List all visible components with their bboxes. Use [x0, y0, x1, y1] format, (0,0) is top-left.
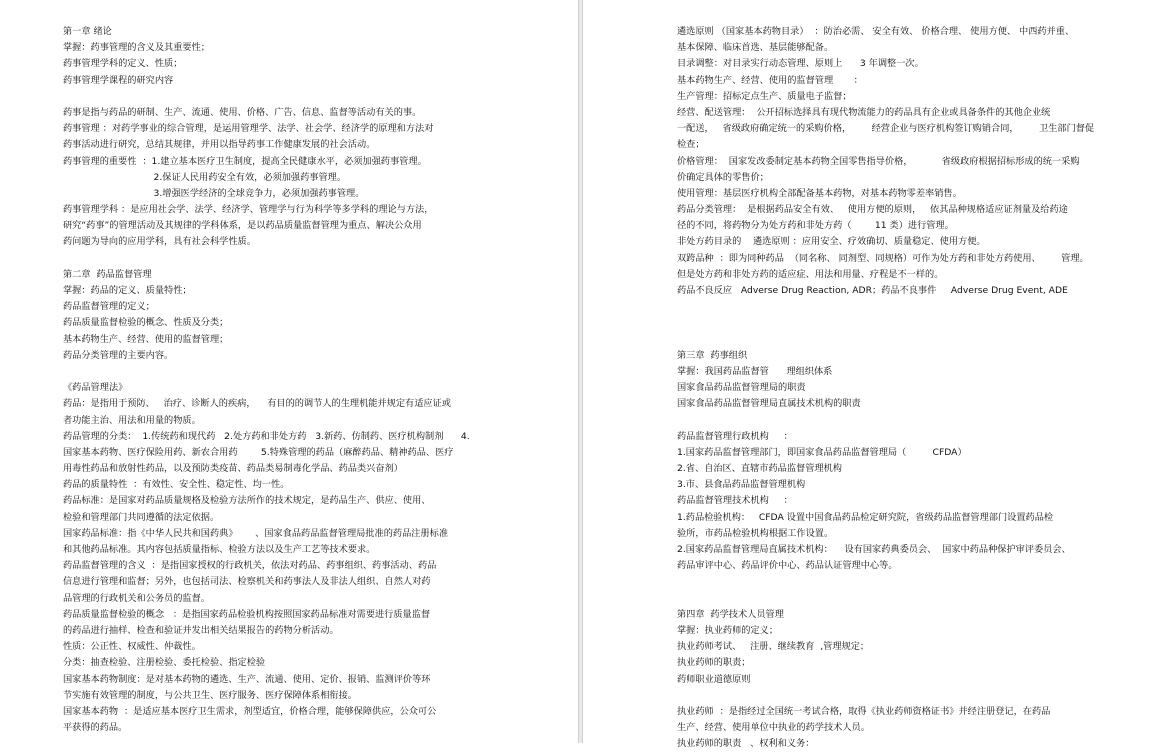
- text-line: 国家基本药物制度：是对基本药物的遴选、生产、流通、使用、定价、报销、监测评价等环: [63, 673, 431, 685]
- text-line: 药品质量监督检验的概念 ：是指国家药品检验机构按照国家药品标准对需要进行质量监督: [63, 608, 431, 620]
- text-line: 药事管理学科的定义、性质；: [63, 58, 183, 70]
- text-line: 分类：抽查检验、注册检验、委托检验、指定检验: [63, 657, 266, 669]
- text-line: 目录调整：对目录实行动态管理、原则上 3 年调整一次。: [677, 58, 924, 70]
- text-line: 药事管理的重要性 ：1.建立基本医疗卫生制度，提高全民健康水平，必须加强药事管理。: [63, 155, 427, 167]
- text-line: 3.增强医学经济的全球竞争力，必须加强药事管理。: [63, 187, 365, 199]
- text-line: 研究“药事”的管理活动及其规律的学科体系，是以药品质量监督管理为重点、解决公众用: [63, 220, 422, 232]
- text-line: 药品审评中心、药品评价中心、药品认证管理中心等。: [677, 560, 898, 572]
- left-document-page: [0, 0, 578, 743]
- text-line: 药品管理的分类： 1.传统药和现代药 2.处方药和非处方药 3.新药、仿制药、医疗机构制剂 4.: [63, 430, 470, 442]
- blank-line: [677, 332, 1117, 348]
- text-line: 药事管理 ：对药学事业的综合管理，是运用管理学、法学、社会学、经济学的原理和方法对: [63, 123, 434, 135]
- text-line: 2.国家药品监督管理局直属技术机构： 设有国家药典委员会、 国家中药品种保护审评委员会、: [677, 544, 1071, 555]
- text-line: 国家基本药物、医疗保险用药、新农合用药 5.特殊管理的药品（麻醉药品、精神药品、医疗: [63, 446, 454, 458]
- blank-line: [677, 413, 1117, 429]
- text-line: 检查；: [677, 139, 705, 151]
- text-line: 药事活动进行研究，总结其规律，并用以指导药事工作健康发展的社会活动。: [63, 139, 376, 151]
- text-line: 执业药师的职责 、权利和义务：: [677, 738, 815, 750]
- text-line: 价确定具体的零售价；: [677, 171, 769, 183]
- blank-line: [63, 364, 503, 380]
- left-page-text-column: [63, 24, 503, 736]
- right-document-page: [583, 0, 1157, 750]
- text-line: 掌握：执业药师的定义；: [677, 624, 779, 636]
- text-line: 药品标准：是国家对药品质量规格及检验方法所作的技术规定，是药品生产、供应、使用、: [63, 495, 431, 507]
- text-line: 遴选原则 （国家基本药物目录） ：防治必需、 安全有效、 价格合理、 使用方便、 中西药并重、: [677, 26, 1075, 37]
- blank-line: [677, 574, 1117, 590]
- text-line: 节实施有效管理的制度，与公共卫生、医疗服务、医疗保障体系相衔接。: [63, 689, 357, 701]
- text-line: 第二章 药品监督管理: [63, 268, 152, 280]
- text-line: 执业药师 ：是指经过全国统一考试合格，取得《执业药师资格证书》并经注册登记，在药品: [677, 705, 1051, 717]
- text-line: 药事管理学课程的研究内容: [63, 74, 174, 86]
- text-line: 药品监督管理的定义；: [63, 301, 155, 313]
- text-line: 但是处方药和非处方药的适应症、用法和用量、疗程是不一样的。: [677, 268, 944, 280]
- text-line: 掌握：我国药品监督管 理组织体系: [677, 365, 833, 377]
- text-line: 国家药品标准：指《中华人民共和国药典》 、国家食品药品监督管理局批准的药品注册标准: [63, 527, 449, 539]
- text-line: 基本保障、临床首选、基层能够配备。: [677, 42, 834, 54]
- text-line: 药品分类管理的主要内容。: [63, 349, 174, 361]
- text-line: 信息进行管理和监督；另外，也包括司法、检察机关和药事法人及非法人组织、自然人对药: [63, 576, 431, 588]
- blank-line: [63, 251, 503, 267]
- text-line: 国家基本药物 ：是适应基本医疗卫生需求，剂型适宜，价格合理，能够保障供应，公众可公: [63, 705, 437, 717]
- text-line: 平获得的药品。: [63, 722, 128, 734]
- text-line: 药品监督管理的含义 ：是指国家授权的行政机关，依法对药品、药事组织、药事活动、药品: [63, 560, 437, 572]
- text-line: 和其他药品标准。其内容包括质量指标、检验方法以及生产工艺等技术要求。: [63, 544, 376, 555]
- text-line: 《药品管理法》: [63, 382, 128, 394]
- text-line: 性质：公正性、权威性、仲裁性。: [63, 641, 201, 653]
- text-line: 品管理的行政机关和公务员的监督。: [63, 592, 210, 604]
- text-line: 执业药师的职责；: [677, 657, 751, 669]
- text-line: 生产管理：招标定点生产、质量电子监督；: [677, 90, 852, 102]
- blank-line: [677, 299, 1117, 315]
- text-line: 第三章 药事组织: [677, 349, 748, 361]
- text-line: 验所，市药品检验机构根据工作设置。: [677, 527, 834, 539]
- text-line: 第四章 药学技术人员管理: [677, 608, 784, 620]
- blank-line: [63, 89, 503, 105]
- text-line: 执业药师考试、 注册、继续教育 ,管理规定；: [677, 641, 870, 653]
- text-line: 非处方药目录的 遴选原则 ：应用安全、疗效确切、质量稳定、使用方便。: [677, 236, 986, 248]
- text-line: 一配送， 省级政府确定统一的采购价格， 经营企业与医疗机构签订购销合同， 卫生部门督促: [677, 123, 1095, 135]
- text-line: 2.保证人民用药安全有效，必须加强药事管理。: [63, 171, 347, 183]
- text-line: 检验和管理部门共同遵循的法定依据。: [63, 511, 220, 523]
- text-line: 2.省、自治区、直辖市药品监督管理机构: [677, 463, 842, 475]
- blank-line: [677, 688, 1117, 704]
- text-line: 径的不同，将药物分为处方药和非处方药（ 11 类）进行管理。: [677, 220, 954, 232]
- text-line: 药品的质量特性 ：有效性、安全性、稳定性、均一性。: [63, 479, 290, 491]
- text-line: 的药品进行抽样、检查和验证并发出相关结果报告的药物分析活动。: [63, 624, 339, 636]
- text-line: 用毒性药品和放射性药品，以及预防类疫苗、药品类易制毒化学品、药品类兴奋剂）: [63, 463, 403, 475]
- text-line: 双跨品种 ：即为同种药品 （同名称、 同剂型、同规格）可作为处方药和非处方药使用、 管理。: [677, 252, 1089, 264]
- text-line: 基本药物生产、经营、使用的监督管理；: [63, 333, 229, 345]
- text-line: 国家食品药品监督管理局直属技术机构的职责: [677, 398, 861, 410]
- text-line: 药品分类管理： 是根据药品安全有效、 使用方便的原则， 依其品种规格适应证剂量及给药途: [677, 204, 1068, 216]
- text-line: 药事是指与药品的研制、生产、流通、使用、价格、广告、信息、监督等活动有关的事。: [63, 106, 422, 118]
- text-line: 经营、配送管理： 公开招标选择具有现代物流能力的药品具有企业或具备条件的其他企业统: [677, 106, 1051, 118]
- text-line: 1.药品检验机构： CFDA 设置中国食品药品检定研究院，省级药品监督管理部门设置药品检: [677, 511, 1054, 523]
- text-line: 第一章 绪论: [63, 26, 112, 37]
- text-line: 生产、经营、使用单位中执业的药学技术人员。: [677, 722, 870, 734]
- text-line: 者功能主治、用法和用量的物质。: [63, 414, 201, 426]
- text-line: 使用管理：基层医疗机构全部配备基本药物，对基本药物零差率销售。: [677, 187, 962, 199]
- text-line: 1.国家药品监督管理部门，即国家食品药品监督管理局（ CFDA）: [677, 446, 967, 458]
- blank-line: [677, 315, 1117, 331]
- text-line: 价格管理： 国家发改委制定基本药物全国零售指导价格， 省级政府根据招标形成的统一采购: [677, 155, 1080, 167]
- text-line: 药品质量监督检验的概念、性质及分类；: [63, 317, 229, 329]
- text-line: 掌握：药品的定义、质量特性；: [63, 285, 192, 296]
- text-line: 国家食品药品监督管理局的职责: [677, 382, 806, 394]
- text-line: 基本药物生产、经营、使用的监督管理 ：: [677, 74, 863, 86]
- text-line: 药师职业道德原则: [677, 673, 751, 685]
- text-line: 3.市、县食品药品监督管理机构: [677, 479, 806, 491]
- text-line: 药品：是指用于预防、 治疗、诊断人的疾病， 有目的的调节人的生理机能并规定有适应证或: [63, 398, 451, 410]
- blank-line: [677, 591, 1117, 607]
- text-line: 药品监督管理技术机构 ：: [677, 495, 793, 507]
- text-line: 药事管理学科 ：是应用社会学、法学、经济学、管理学与行为科学等多学科的理论与方法，: [63, 204, 434, 216]
- text-line: 药问题为导向的应用学科，具有社会科学性质。: [63, 236, 256, 248]
- text-line: 掌握：药事管理的含义及其重要性；: [63, 42, 210, 54]
- text-line: 药品监督管理行政机构 ：: [677, 430, 793, 442]
- right-page-text-column: [677, 24, 1117, 752]
- text-line: 药品不良反应 Adverse Drug Reaction, ADR；药品不良事件 Adverse Drug Event, ADE: [677, 285, 1068, 296]
